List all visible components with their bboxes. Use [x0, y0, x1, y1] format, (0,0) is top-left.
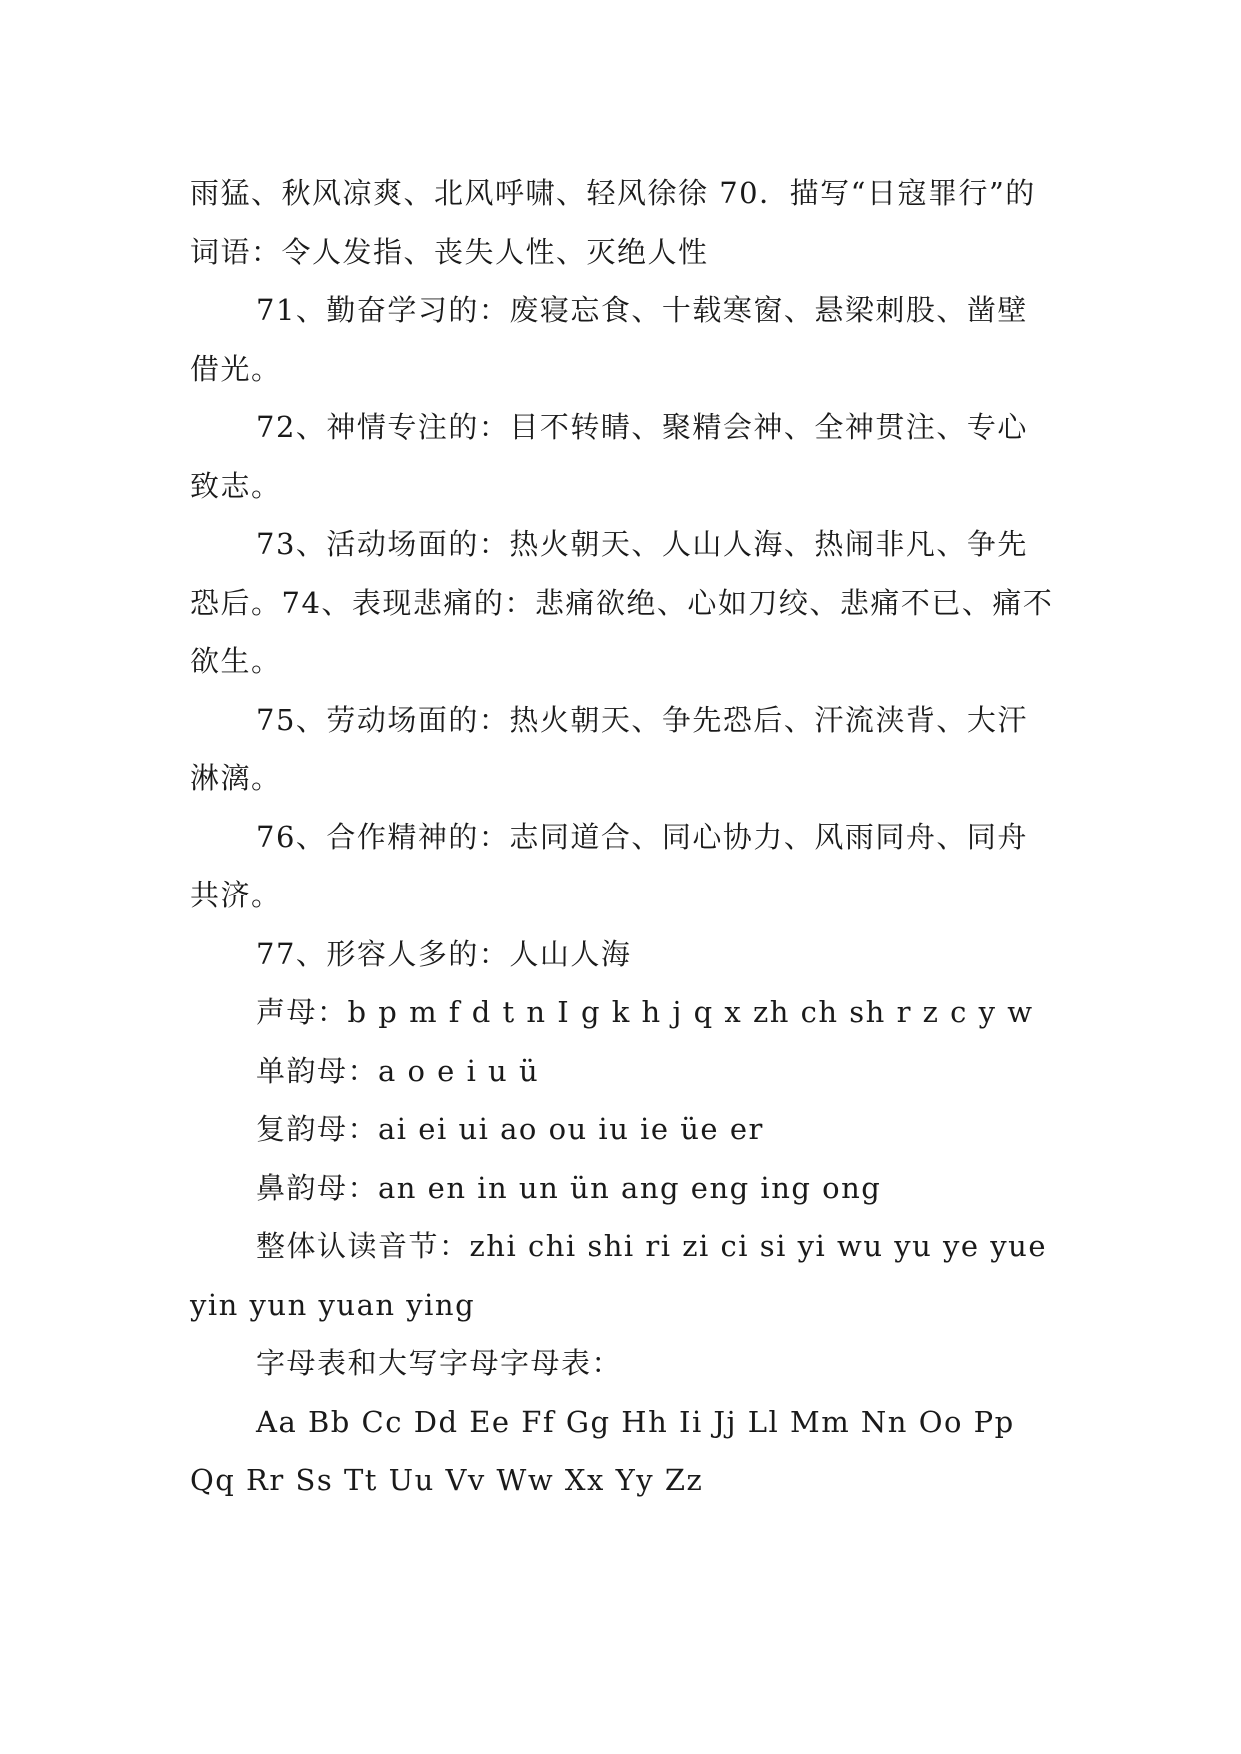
paragraph-nasal-finals: 鼻韵母：an en in un ün ang eng ing ong	[256, 1170, 882, 1205]
paragraph-76-cooperation: 76、合作精神的：志同道合、同心协力、风雨同舟、同舟共济。	[190, 819, 1028, 912]
paragraph-rain-and-wind-idioms: 雨猛、秋风凉爽、北风呼啸、轻风徐徐 70．描写“日寇罪行”的词语：令人发指、丧失人性、灭绝人性	[190, 176, 1036, 269]
paragraph-alphabet-letters: Aa Bb Cc Dd Ee Ff Gg Hh Ii Jj Ll Mm Nn Oo Pp Qq Rr Ss Tt Uu Vv Ww Xx Yy Zz	[190, 1404, 1015, 1497]
paragraph-77-many-people: 77、形容人多的：人山人海	[256, 936, 632, 971]
paragraph-73-74-activity-and-grief: 73、活动场面的：热火朝天、人山人海、热闹非凡、争先恐后。74、表现悲痛的：悲痛欲绝、心如刀绞、悲痛不已、痛不欲生。	[190, 527, 1054, 678]
paragraph-75-labor-scene: 75、劳动场面的：热火朝天、争先恐后、汗流浃背、大汗淋漓。	[190, 702, 1028, 795]
paragraph-compound-finals: 复韵母：ai ei ui ao ou iu ie üe er	[256, 1112, 764, 1146]
paragraph-72-focused-expression: 72、神情专注的：目不转睛、聚精会神、全神贯注、专心致志。	[190, 410, 1028, 503]
paragraph-whole-syllables: 整体认读音节：zhi chi shi ri zi ci si yi wu yu ye yue yin yun yuan ying	[190, 1229, 1048, 1322]
paragraph-71-diligent-study: 71、勤奋学习的：废寝忘食、十载寒窗、悬梁刺股、凿壁借光。	[190, 293, 1028, 386]
paragraph-simple-finals: 单韵母：a o e i u ü	[256, 1053, 540, 1088]
document-body	[190, 164, 1055, 1510]
paragraph-alphabet-heading: 字母表和大写字母字母表：	[256, 1346, 623, 1380]
paragraph-initials: 声母：b p m f d t n I g k h j q x zh ch sh r z c y w	[256, 995, 1034, 1029]
